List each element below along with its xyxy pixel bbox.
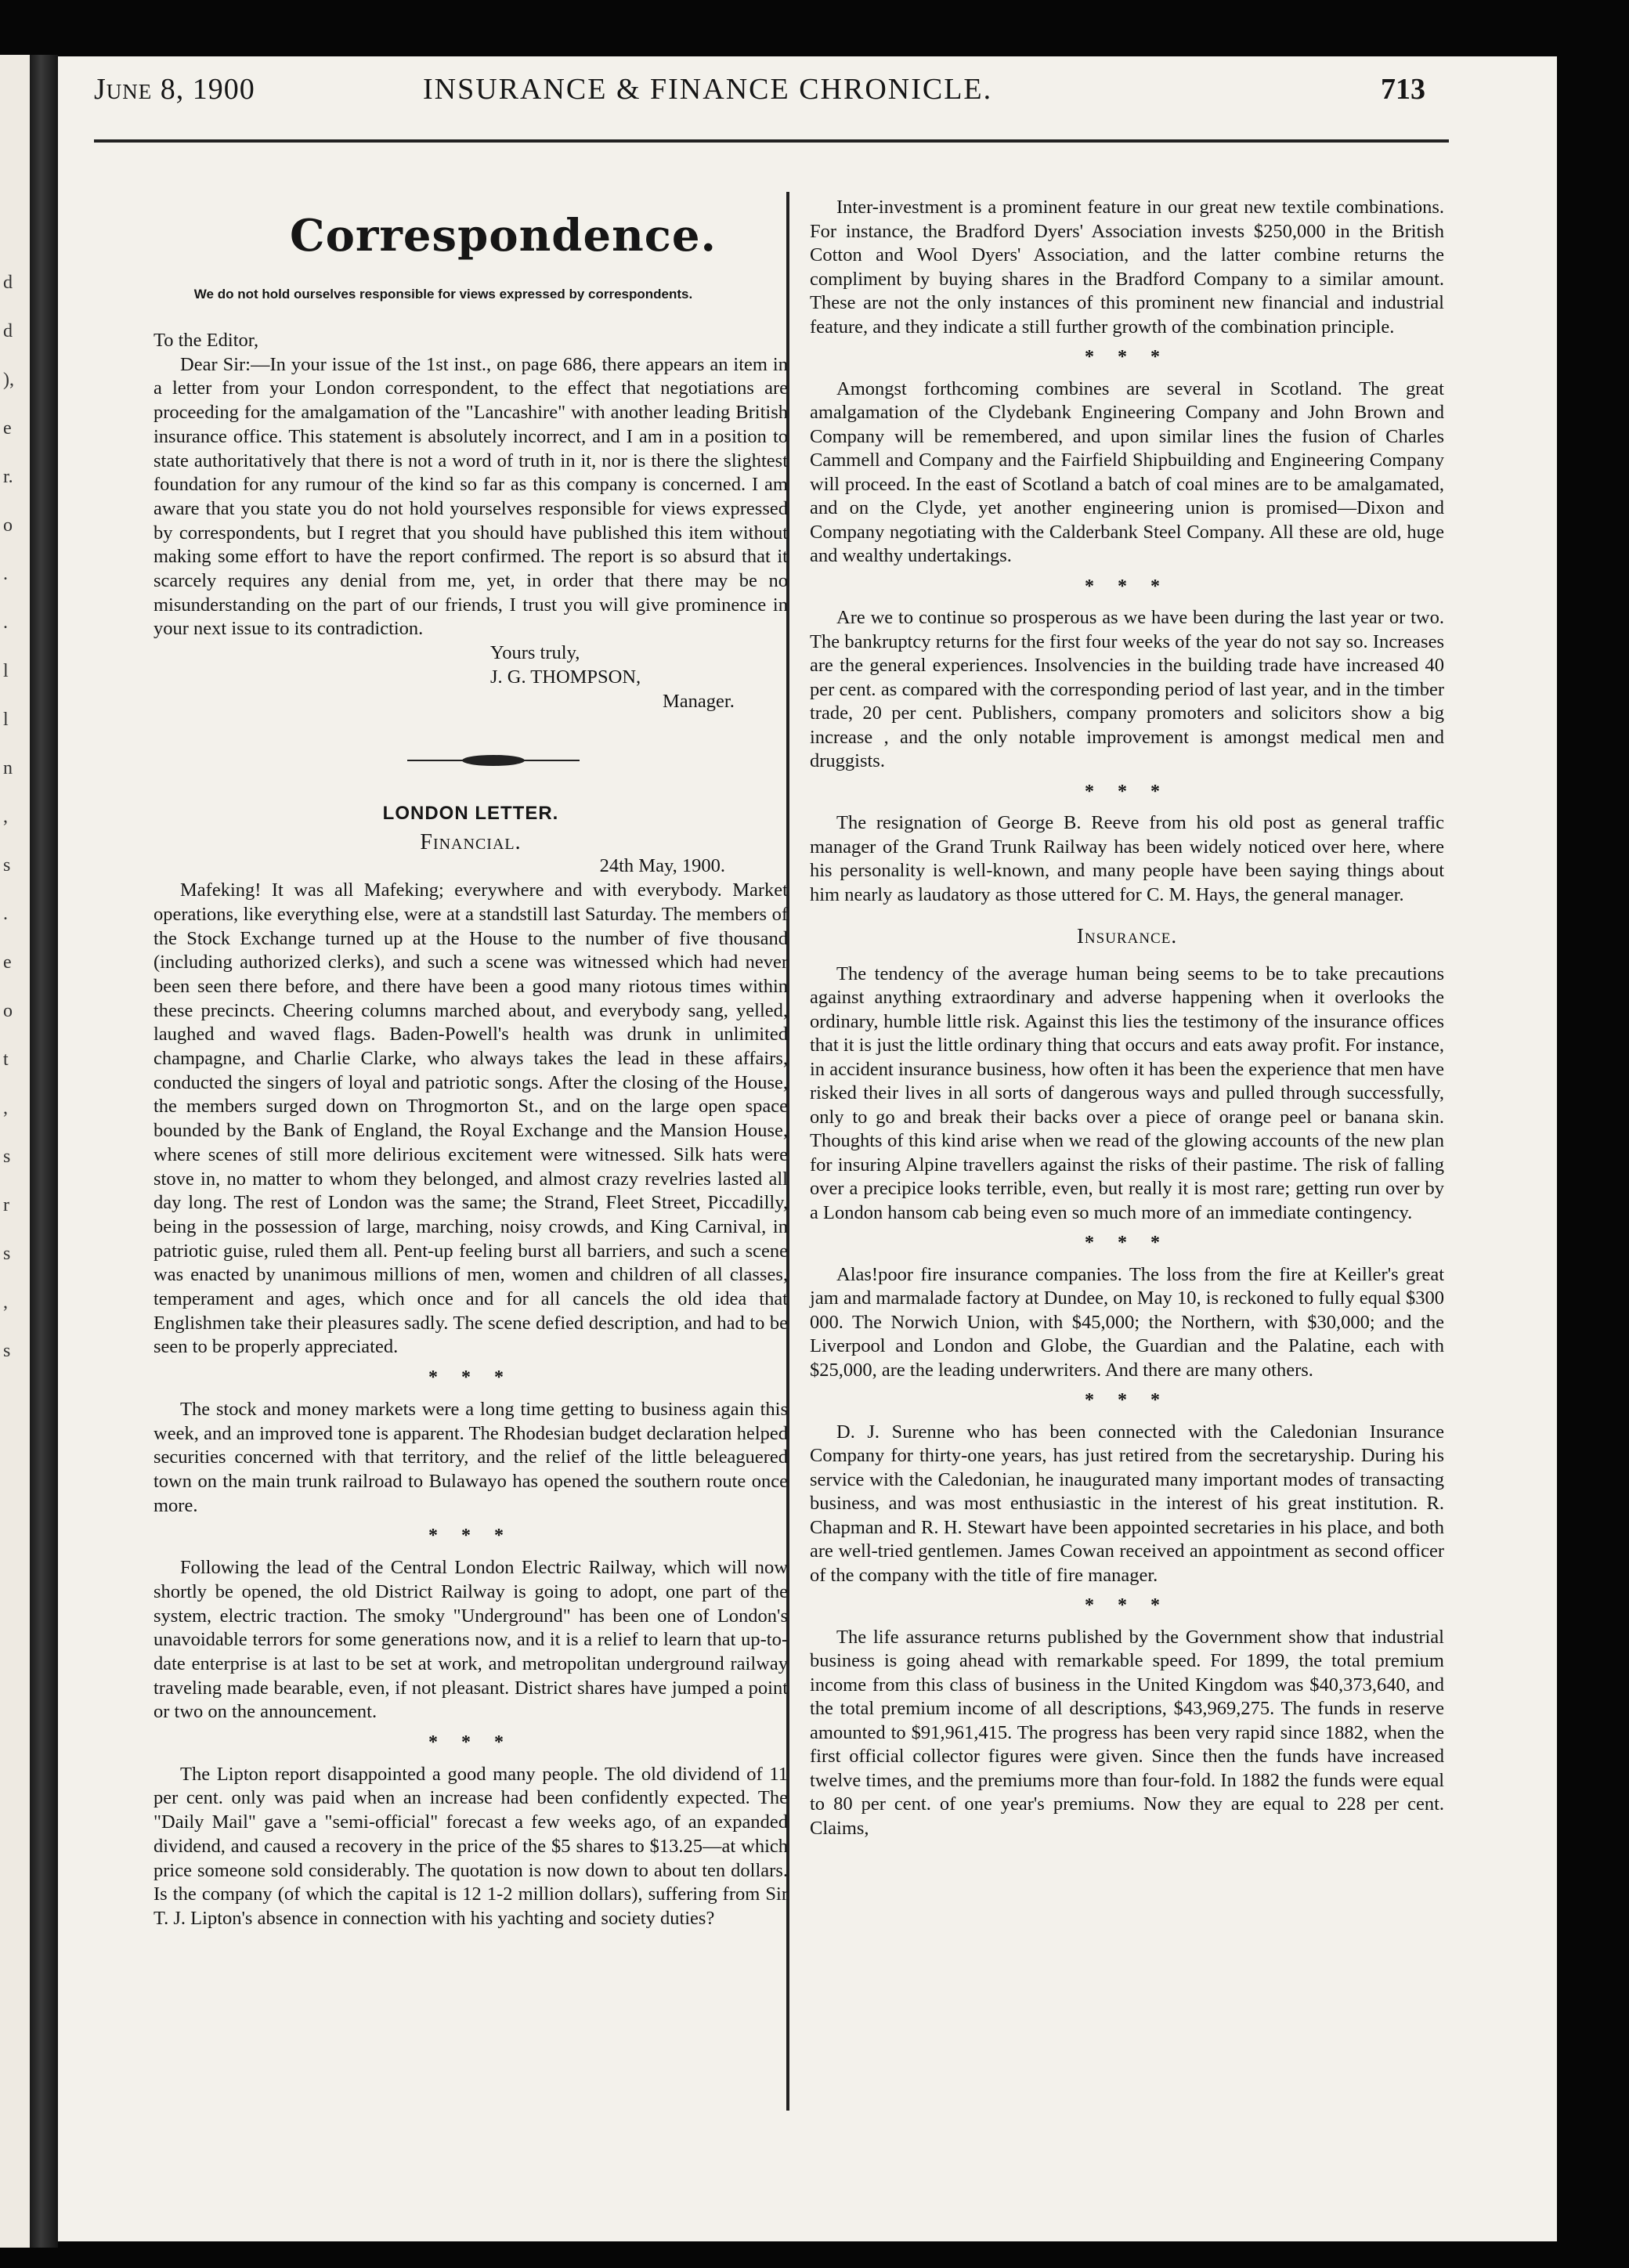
separator-stars: * * * (1085, 347, 1169, 367)
header-date: June 8, 1900 (94, 73, 255, 106)
right-paragraph-7: D. J. Surenne who has been connected with the Caledonian Insurance Company for thirty-one years, has just retired from the secretaryship. During his service with the Caledonian, he inaugurated many important modes of transacting business, and was most enthusiastic in the interest of his great institution. R. Chapman and R. H. Stewart have been appointed secretaries in his place, and both are well-tried gentlemen. James Cowan received an appointment as second officer of the company with the title of fire manager. (810, 1421, 1444, 1586)
financial-subtitle: Financial. (420, 829, 522, 854)
london-paragraph-4: The Lipton report disappointed a good many people. The old dividend of 11 per cent. only was paid when an increase had been confidently expected. The "Daily Mail" gave a "semi-official" forecast a few weeks ago, of an expanded dividend, and caused a recovery in the price of the $5 shares to $13.25—at which price someone sold considerably. The quotation is now down to about ten dollars. Is the company (of which the capital is 12 1-2 million dollars), suffering from Sir T. J. Lipton's absence in connection with his yachting and society duties? (154, 1763, 788, 1929)
running-header (94, 72, 1425, 119)
letter-dateline: 24th May, 1900. (599, 855, 725, 877)
correspondence-letter (154, 329, 788, 713)
separator-stars: * * * (1085, 781, 1169, 802)
separator-stars: * * * (428, 1732, 513, 1753)
correspondence-title: Correspondence. (290, 210, 717, 262)
letter-signature: J. G. THOMPSON, (490, 666, 641, 688)
letter-role: Manager. (663, 690, 735, 712)
book-gutter (30, 55, 58, 2248)
section-ornament (407, 753, 580, 767)
right-paragraph-5: The tendency of the average human being seems to be to take precautions against anything extraordinary and adverse happening when it overlooks the ordinary, humble little risk. Against this lies the testimony of the insurance offices that it is just the little ordinary thing that occurs and eats away profit. For instance, in accident insurance business, how often it has been the experience that men have risked their lives in all sorts of dangerous ways and pulled through successfully, only to go and break their backs over a piece of orange peel or banana skin. Thoughts of this kind arise when we read of the glowing accounts of the new plan for insuring Alpine travellers against the risks of their pastime. The risk of falling over a precipice looks terrible, even, but really it is most rare; getting run over by a London hansom cab being even so much more of an immediate contingency. (810, 962, 1444, 1223)
right-paragraph-2: Amongst forthcoming combines are several in Scotland. The great amalgamation of the Clydebank Engineering Company and John Brown and Company will be remembered, and upon similar lines the fusion of Charles Cammell and Company and the Fairfield Shipbuilding and Engineering Company will proceed. In the east of Scotland a batch of coal mines are to be amalgamated, and on the Clyde, yet another engineering union is promised—Dixon and Company negotiating with the Calderbank Steel Company. All these are old, huge and wealthy undertakings. (810, 377, 1444, 566)
london-paragraph-3: Following the lead of the Central London Electric Railway, which will now shortly be opened, the old District Railway is going to adopt, one part of the system, electric traction. The smoky "Underground" has been one of London's unavoidable terrors for some generations now, and it is a relief to learn that up-to-date enterprise is at last to be set at work, and metropolitan underground railway traveling made bearable, even, if not pleasant. District shares have jumped a point or two on the announcement. (154, 1557, 788, 1723)
facing-page-edge (0, 55, 30, 2248)
right-paragraph-6: Alas!poor fire insurance companies. The loss from the fire at Keiller's great jam and marmalade factory at Dundee, on May 10, is reckoned to fully equal $300 000. The Norwich Union, with $45,000; the Northern, with $30,000; and the Liverpool and London and Globe, the Guardian and the Palatine, each with $25,000, are the leading underwriters. And there are many others. (810, 1263, 1444, 1381)
separator-stars: * * * (1085, 1595, 1169, 1616)
right-paragraph-8: The life assurance returns published by the Government show that industrial business is going ahead with remarkable speed. For 1899, the total premium income from this class of business in the United Kingdom was $40,373,640, and the total premium income of all descriptions, $43,969,275. The funds in reserve amounted to $91,961,415. The progress has been very rapid since 1882, when the first official collector figures were given. Since then the funds have increased twelve times, and the premiums more than four-fold. In 1882 the funds were equal to 80 per cent. of one year's premiums. Now they are equal to 228 per cent. Claims, (810, 1626, 1444, 1839)
right-paragraph-4: The resignation of George B. Reeve from his old post as general traffic manager of the Grand Trunk Railway has been widely noticed over here, where his personality is well-known, and many people have been saying things about him nearly as laudatory as those uttered for C. M. Hays, the general manager. (810, 812, 1444, 905)
header-rule (94, 139, 1449, 143)
insurance-heading: Insurance. (1076, 924, 1178, 948)
right-paragraph-3: Are we to continue so prosperous as we have been during the last year or two. The bankruptcy returns for the first four weeks of the year do not say so. Increases are the general experiences. Insolvencies in the building trade have increased 40 per cent. as compared with the corresponding period of last year, and in the timber trade, 20 per cent. Publishers, company promoters and solicitors show a big increase , and the only notable improvement is amongst medical men and druggists. (810, 607, 1444, 771)
separator-stars: * * * (1085, 576, 1169, 597)
london-paragraph-2: The stock and money markets were a long time getting to business again this week, and an improved tone is apparent. The Rhodesian budget declaration helped securities concerned with that territory, and the relief of the little beleaguered town on the main trunk railroad to Bulawayo has opened the southern route once more. (154, 1398, 788, 1516)
correspondence-disclaimer: We do not hold ourselves responsible for views expressed by correspondents. (193, 287, 693, 302)
separator-stars: * * * (428, 1367, 513, 1389)
header-journal-title: INSURANCE & FINANCE CHRONICLE. (423, 73, 993, 106)
facing-page-fragments: d d ), e r. o . . l l n , s . e o t , s r s , s (3, 273, 14, 1361)
letter-body: Dear Sir:—In your issue of the 1st inst., on page 686, there appears an item in a letter from your London correspondent, to the effect that negotiations are proceeding for the amalgamation of the "Lancashire" with another leading British insurance office. This statement is absolutely incorrect, and I am in a position to state authoritatively that there is not a word of truth in it, nor is there the slightest foundation for any rumour of the kind so far as this company is concerned. I am aware that you state you do not hold yourselves responsible for views expressed by correspondents, but I regret that you should have published this item without making some effort to have the report confirmed. The report is so absurd that it scarcely requires any denial from me, yet, in order that there may be no misunderstanding on the part of our friends, I trust you will give prominence in your next issue to its contradiction. (154, 353, 788, 640)
separator-stars: * * * (1085, 1233, 1169, 1253)
letter-salutation: To the Editor, (154, 330, 259, 351)
letter-closing: Yours truly, (490, 642, 580, 664)
right-column (810, 196, 1444, 1840)
london-letter-title: LONDON LETTER. (382, 803, 559, 824)
page-number: 713 (1381, 73, 1425, 106)
separator-stars: * * * (1085, 1390, 1169, 1410)
right-paragraph-1: Inter-investment is a prominent feature in our great new textile combinations. For instance, the Bradford Dyers' Association invests $250,000 in the British Cotton and Wool Dyers' Association, and the latter combine returns the compliment by buying shares in the Bradford Company to a similar amount. These are not the only instances of this prominent new financial and industrial feature, and they indicate a still further growth of the combination principle. (810, 197, 1444, 338)
london-letter (154, 802, 788, 1931)
separator-stars: * * * (428, 1526, 513, 1547)
london-paragraph-1: Mafeking! It was all Mafeking; everywhere and with everybody. Market operations, like everything else, were at a standstill last Saturday. The members of the Stock Exchange turned up at the House to the number of five thousand (including authorized clerks), and such a scene was witnessed which had never been seen there before, and there have been a good many riotous times within these precincts. Cheering columns marched about, and everybody sang, yelled, laughed and waved flags. Baden-Powell's health was drunk in unlimited champagne, and Charlie Clarke, who always takes the lead in these affairs, conducted the singers of loyal and patriotic songs. After the closing of the House, the members surged down on Throgmorton St., and on the large open space bounded by the Bank of England, the Royal Exchange and the Mansion House, where scenes of still more delirious excitement were witnessed. Silk hats were stove in, no matter to whom they belonged, and almost crazy revelries lasted all day long. The rest of London was the same; the Strand, Fleet Street, Piccadilly, being in the possession of large, marching, noisy crowds, and King Carnival, in patriotic guise, ruled them all. Pent-up feeling burst all barriers, and such a scene was enacted by unanimous millions of men, women and children of all classes, temperament and ages, which once and for all cancels the old idea that Englishmen take their pleasures sadly. The scene defied description, and had to be seen to be properly appreciated. (154, 879, 788, 1358)
